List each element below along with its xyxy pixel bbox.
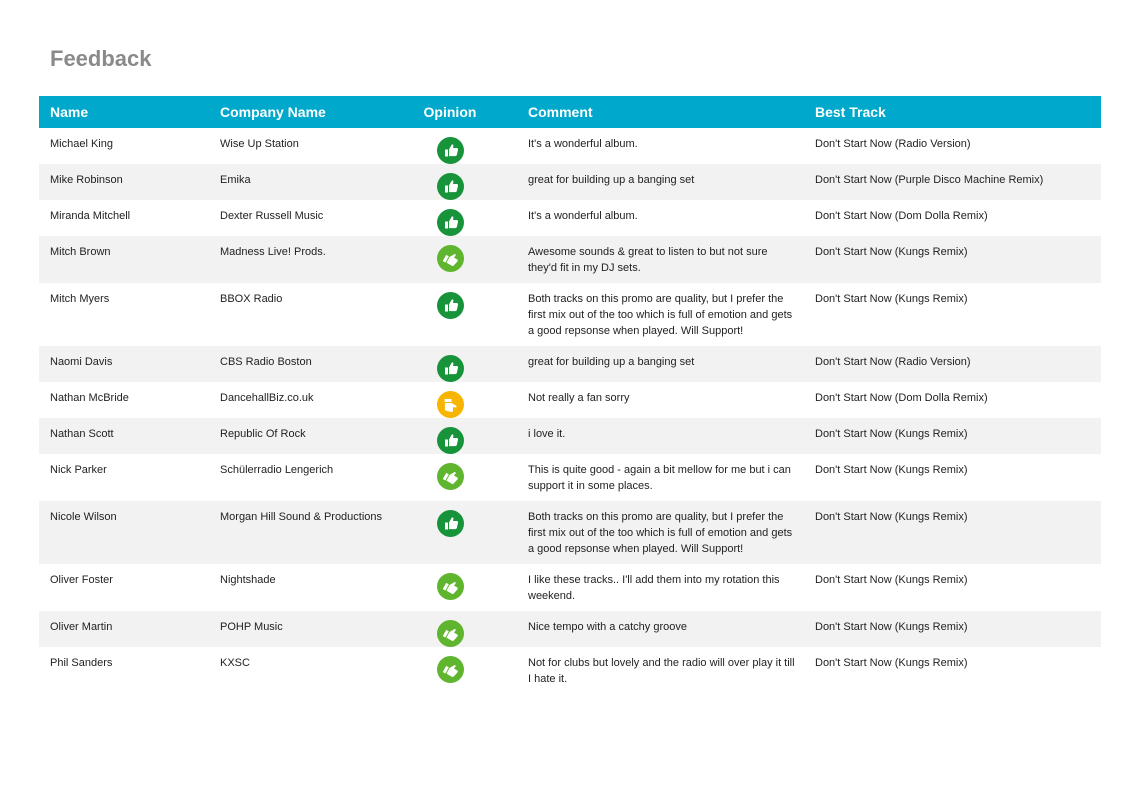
cell-company: Dexter Russell Music [220, 210, 324, 222]
table-row [39, 418, 1101, 454]
cell-name: Nathan Scott [50, 428, 114, 440]
cell-opinion [393, 501, 517, 564]
cell-comment: It's a wonderful album. [528, 210, 638, 222]
cell-company: Morgan Hill Sound & Productions [220, 511, 383, 523]
cell-comment: Not really a fan sorry [528, 392, 630, 404]
cell-opinion [393, 346, 517, 382]
cell-best-track: Don't Start Now (Dom Dolla Remix) [815, 392, 988, 404]
table-row [39, 283, 1101, 346]
feedback-table [39, 96, 1101, 694]
cell-comment: Awesome sounds & great to listen to but not sure they'd fit in my DJ sets. [528, 246, 768, 274]
cell-best-track: Don't Start Now (Kungs Remix) [815, 428, 968, 440]
cell-comment: Both tracks on this promo are quality, but I prefer the first mix out of the too which is full of emotion and gets a good repsonse when played. Will Support! [528, 511, 793, 555]
cell-comment: It's a wonderful album. [528, 138, 638, 150]
table-row [39, 501, 1101, 564]
cell-opinion [393, 564, 517, 611]
cell-company: BBOX Radio [220, 293, 283, 305]
cell-best-track: Don't Start Now (Radio Version) [815, 138, 971, 150]
thumbs-up-tilted-icon [437, 463, 464, 490]
table-header [39, 96, 1101, 128]
cell-opinion [393, 236, 517, 283]
table-row [39, 164, 1101, 200]
thumbs-up-tilted-icon [437, 620, 464, 647]
cell-company: CBS Radio Boston [220, 356, 312, 368]
table-body [39, 128, 1101, 694]
cell-opinion [393, 418, 517, 454]
cell-name: Phil Sanders [50, 657, 113, 669]
cell-company: Wise Up Station [220, 138, 299, 150]
thumbs-sideways-icon [437, 391, 464, 418]
table-row [39, 382, 1101, 418]
table-row [39, 454, 1101, 501]
table-row [39, 128, 1101, 164]
column-header-opinion: Opinion [423, 104, 477, 120]
cell-best-track: Don't Start Now (Kungs Remix) [815, 293, 968, 305]
thumbs-up-tilted-icon [437, 656, 464, 683]
cell-name: Miranda Mitchell [50, 210, 131, 222]
cell-comment: Both tracks on this promo are quality, but I prefer the first mix out of the too which is full of emotion and gets a good repsonse when played. Will Support! [528, 293, 793, 337]
cell-name: Mitch Brown [50, 246, 111, 258]
cell-company: POHP Music [220, 621, 283, 633]
table-row [39, 647, 1101, 694]
cell-best-track: Don't Start Now (Dom Dolla Remix) [815, 210, 988, 222]
cell-best-track: Don't Start Now (Kungs Remix) [815, 464, 968, 476]
cell-name: Michael King [50, 138, 113, 150]
column-header-company: Company Name [220, 104, 326, 120]
table-header-row [39, 96, 1101, 128]
cell-name: Nathan McBride [50, 392, 129, 404]
cell-name: Oliver Foster [50, 574, 113, 586]
thumbs-up-tilted-icon [437, 573, 464, 600]
cell-name: Mike Robinson [50, 174, 123, 186]
cell-best-track: Don't Start Now (Kungs Remix) [815, 511, 968, 523]
cell-best-track: Don't Start Now (Radio Version) [815, 356, 971, 368]
cell-opinion [393, 647, 517, 694]
cell-name: Oliver Martin [50, 621, 113, 633]
cell-name: Mitch Myers [50, 293, 110, 305]
cell-company: DancehallBiz.co.uk [220, 392, 314, 404]
cell-opinion [393, 611, 517, 647]
cell-best-track: Don't Start Now (Kungs Remix) [815, 574, 968, 586]
table-row [39, 611, 1101, 647]
cell-comment: great for building up a banging set [528, 356, 695, 368]
cell-company: KXSC [220, 657, 250, 669]
cell-comment: I like these tracks.. I'll add them into my rotation this weekend. [528, 574, 780, 602]
column-header-best-track: Best Track [815, 104, 886, 120]
thumbs-up-icon [437, 292, 464, 319]
cell-best-track: Don't Start Now (Purple Disco Machine Remix) [815, 174, 1044, 186]
cell-name: Nicole Wilson [50, 511, 117, 523]
cell-company: Madness Live! Prods. [220, 246, 326, 258]
column-header-comment: Comment [528, 104, 593, 120]
cell-opinion [393, 382, 517, 418]
cell-opinion [393, 200, 517, 236]
cell-name: Naomi Davis [50, 356, 113, 368]
thumbs-up-tilted-icon [437, 245, 464, 272]
page-title: Feedback [50, 46, 152, 71]
cell-company: Schülerradio Lengerich [220, 464, 334, 476]
thumbs-up-icon [437, 137, 464, 164]
table-row [39, 200, 1101, 236]
thumbs-up-icon [437, 355, 464, 382]
cell-opinion [393, 128, 517, 164]
cell-opinion [393, 164, 517, 200]
cell-best-track: Don't Start Now (Kungs Remix) [815, 246, 968, 258]
cell-best-track: Don't Start Now (Kungs Remix) [815, 657, 968, 669]
cell-opinion [393, 283, 517, 346]
cell-comment: Not for clubs but lovely and the radio will over play it till I hate it. [528, 657, 795, 685]
cell-opinion [393, 454, 517, 501]
cell-company: Republic Of Rock [220, 428, 306, 440]
cell-company: Emika [220, 174, 251, 186]
cell-name: Nick Parker [50, 464, 107, 476]
table-row [39, 236, 1101, 283]
cell-comment: i love it. [528, 428, 566, 440]
table-row [39, 564, 1101, 611]
column-header-name: Name [50, 104, 89, 120]
cell-comment: Nice tempo with a catchy groove [528, 621, 687, 633]
cell-best-track: Don't Start Now (Kungs Remix) [815, 621, 968, 633]
table-row [39, 346, 1101, 382]
thumbs-up-icon [437, 427, 464, 454]
cell-comment: great for building up a banging set [528, 174, 695, 186]
thumbs-up-icon [437, 173, 464, 200]
cell-comment: This is quite good - again a bit mellow for me but i can support it in some places. [528, 464, 791, 492]
thumbs-up-icon [437, 510, 464, 537]
thumbs-up-icon [437, 209, 464, 236]
cell-company: Nightshade [220, 574, 276, 586]
